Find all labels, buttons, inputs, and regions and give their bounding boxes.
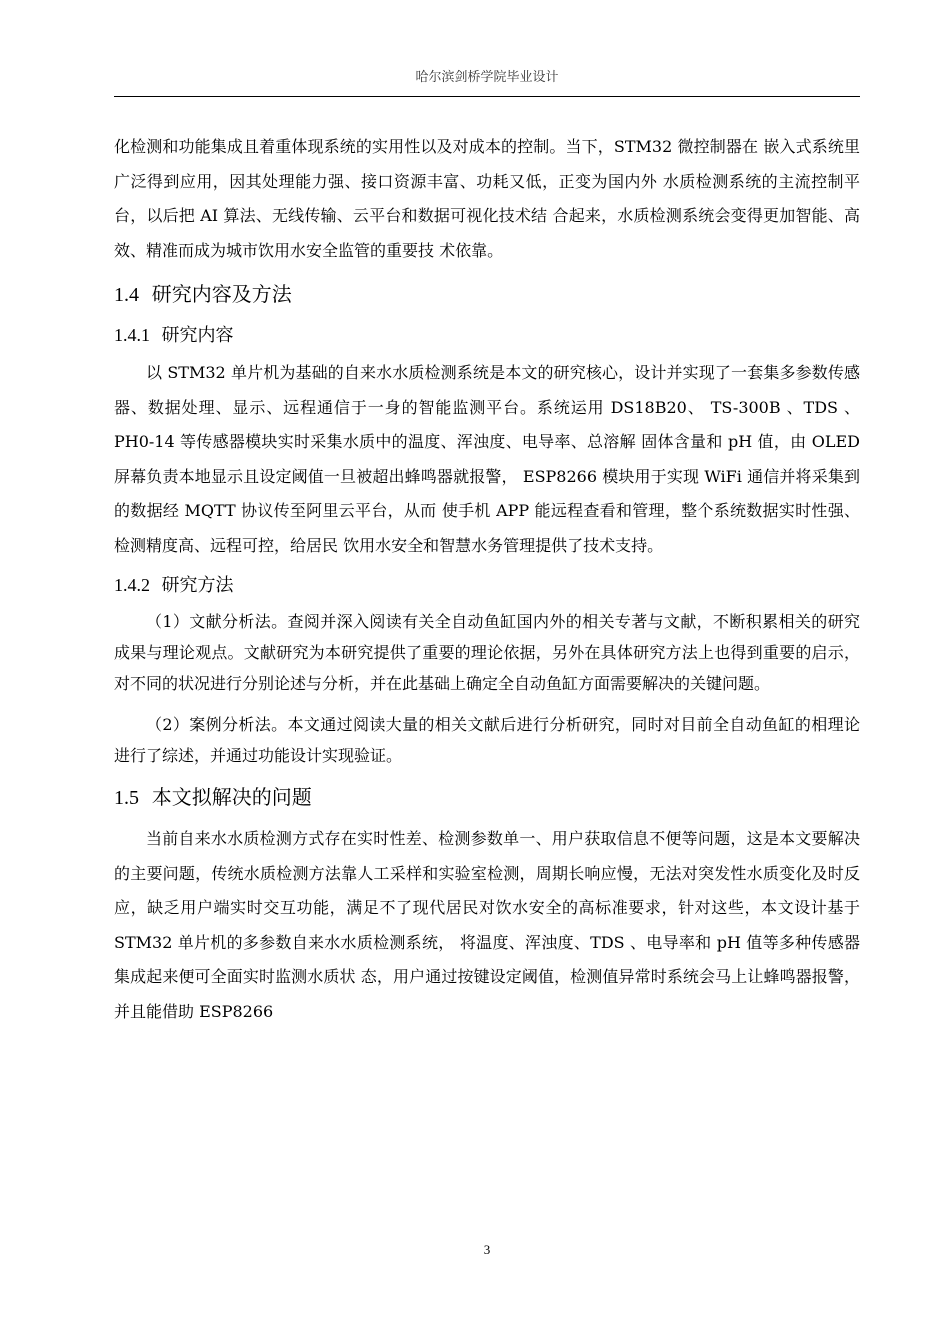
research-content-paragraph: 以 STM32 单片机为基础的自来水水质检测系统是本文的研究核心，设计并实现了一套集多参数传感器、数据处理、显示、远程通信于一身的智能监测平台。系统运用 DS18B20、 TS-300B 、TDS 、PH0-14 等传感器模块实时采集水质中的温度、浑浊度、电导率、总溶解 固体含量和 pH 值，由 OLED 屏幕负责本地显示且设定阈值一旦被超出蜂鸣器就报警， ESP8266 模块用于实现 WiFi 通信并将采集到的数据经 MQTT 协议传至阿里云平台，从而 使手机 APP 能远程查看和管理，整个系统数据实时性强、检测精度高、远程可控，给居民 饮用水安全和智慧水务管理提供了技术支持。 [114,363,860,555]
subsection-title: 研究内容 [161,325,234,346]
section-title: 本文拟解决的问题 [151,785,312,809]
page-number: 3 [483,1242,491,1257]
header-divider [114,96,860,97]
paragraph-gap [114,699,860,709]
subsection-title: 研究方法 [161,575,234,596]
section-number: 1.4 [114,284,139,306]
method-paragraph-1: （1）文献分析法。查阅并深入阅读有关全自动鱼缸国内外的相关专著与文献，不断积累相关的研究成果与理论观点。文献研究为本研究提供了重要的理论依据，另外在具体研究方法上也得到重要的启示，对不同的状况进行分别论述与分析，并在此基础上确定全自动鱼缸方面需要解决的关键问题。 [114,612,860,693]
subsection-number: 1.4.1 [114,325,150,345]
section-title: 研究内容及方法 [151,282,292,306]
page-content [114,130,860,1029]
intro-paragraph: 化检测和功能集成且着重体现系统的实用性以及对成本的控制。当下，STM32 微控制器在 嵌入式系统里广泛得到应用，因其处理能力强、接口资源丰富、功耗又低，正变为国内外 水质检测系统的主流控制平台，以后把 AI 算法、无线传输、云平台和数据可视化技术结 合起来，水质检测系统会变得更加智能、高效、精准而成为城市饮用水安全监管的重要技 术依靠。 [114,137,860,260]
page-header: 哈尔滨剑桥学院毕业设计 [415,70,559,85]
section-heading-1-4 [114,278,860,311]
problem-paragraph: 当前自来水水质检测方式存在实时性差、检测参数单一、用户获取信息不便等问题，这是本文要解决的主要问题，传统水质检测方法靠人工采样和实验室检测，周期长响应慢，无法对突发性水质变化及时反应，缺乏用户端实时交互功能，满足不了现代居民对饮水安全的高标准要求，针对这些，本文设计基于 STM32 单片机的多参数自来水水质检测系统， 将温度、浑浊度、TDS 、电导率和 pH 值等多种传感器集成起来便可全面实时监测水质状 态，用户通过按键设定阈值，检测值异常时系统会马上让蜂鸣器报警，并且能借助 ESP8266 [114,829,860,1021]
method-paragraph-2: （2）案例分析法。本文通过阅读大量的相关文献后进行分析研究，同时对目前全自动鱼缸的相理论进行了综述，并通过功能设计实现验证。 [114,715,860,765]
subsection-heading-1-4-2 [114,569,860,602]
subsection-heading-1-4-1 [114,319,860,352]
section-number: 1.5 [114,787,139,809]
section-heading-1-5 [114,781,860,814]
subsection-number: 1.4.2 [114,575,150,595]
